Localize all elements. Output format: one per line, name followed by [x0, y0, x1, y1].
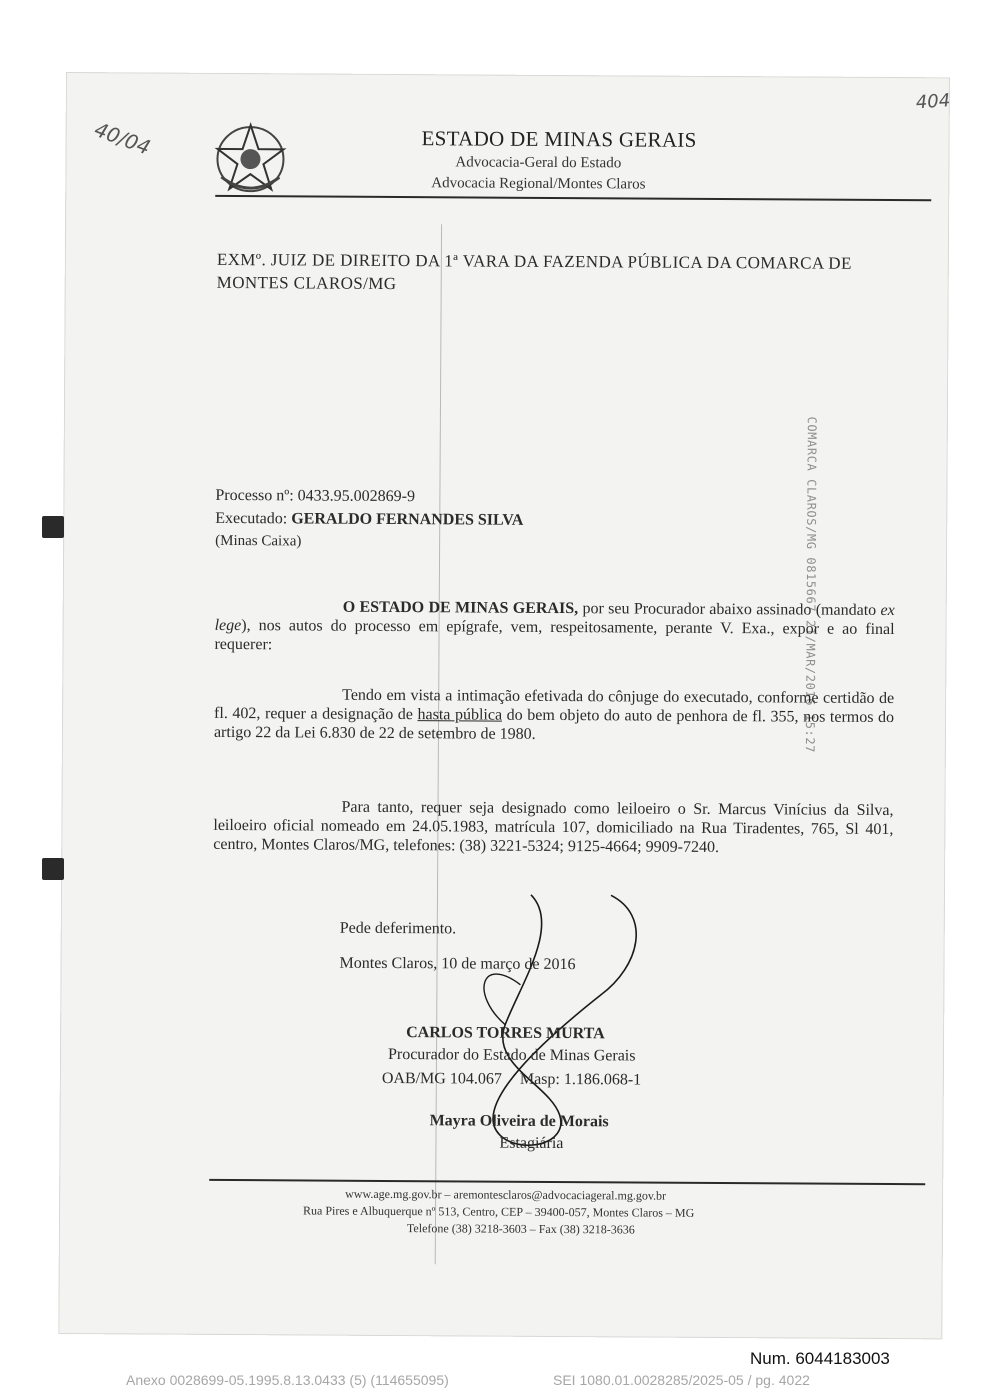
intro-text-b: ), nos autos do processo em epígrafe, vem, respeitosamente, perante V. Exa., expor e ao final requerer:	[214, 617, 895, 654]
addressee: EXMº. JUIZ DE DIREITO DA 1ª VARA DA FAZENDA PÚBLICA DA COMARCA DE MONTES CLAROS/MG	[216, 249, 852, 294]
punch-hole-mark	[42, 858, 64, 880]
paragraph-introduction	[214, 597, 894, 658]
closing-place-date: Montes Claros, 10 de março de 2016	[339, 954, 576, 974]
signer-masp: Masp: 1.186.068-1	[519, 1070, 642, 1089]
state-crest-icon	[211, 119, 289, 195]
header-rule	[215, 195, 931, 201]
paragraph-request	[214, 685, 894, 746]
signer-name: CARLOS TORRES MURTA	[406, 1024, 605, 1043]
executed-label: Executado:	[215, 509, 288, 528]
hasta-publica: hasta pública	[417, 706, 503, 724]
signer-role: Procurador do Estado de Minas Gerais	[387, 1045, 636, 1065]
protocol-stamp: COMARCA CLAROS/MG 0815667 21/MAR/2016 15:27	[802, 416, 819, 754]
intro-italic: ex lege	[214, 601, 895, 635]
signer-registration	[382, 1070, 641, 1090]
request-text-b: do bem objeto do auto de penhora de fl. 355, nos termos do artigo 22 da Lei 6.830 de 22 de setembro de 1980.	[213, 706, 895, 743]
document-number: Num. 6044183003	[750, 1349, 890, 1368]
auctioneer-text: Para tanto, requer seja designado como leiloeiro o Sr. Marcus Vinícius da Silva, leiloeiro oficial nomeado em 24.05.1983, matrícula 107, domiciliado na Rua Tiradentes, 765, Sl 401, centro, Montes Claros/MG, telefones: (38) 3221-5324; 9125-4664; 9909-7240.	[213, 798, 894, 857]
annex-reference: Anexo 0028699-05.1995.8.13.0433 (5) (114655095)	[126, 1372, 449, 1388]
state-name: O ESTADO DE MINAS GERAIS,	[342, 598, 579, 618]
footer-phone: Telefone (38) 3218-3603 – Fax (38) 3218-3636	[406, 1221, 635, 1237]
footer-website-email: www.age.mg.gov.br – aremontesclaros@advocaciageral.mg.gov.br	[345, 1186, 667, 1203]
process-number: 0433.95.002869-9	[297, 487, 416, 506]
handwritten-note-left: 40/04	[91, 117, 154, 160]
intern-name: Mayra Oliveira de Morais	[429, 1112, 609, 1131]
intern-role: Estagiária	[499, 1134, 564, 1153]
process-label: Processo nº:	[215, 486, 294, 505]
document-page	[58, 72, 950, 1339]
executed-line	[215, 510, 523, 530]
handwritten-page-number: 404	[915, 90, 951, 114]
header-subtitle-regional: Advocacia Regional/Montes Claros	[431, 175, 646, 193]
closing-request: Pede deferimento.	[339, 919, 457, 938]
footer-rule	[209, 1179, 925, 1185]
executed-name: GERALDO FERNANDES SILVA	[291, 510, 524, 529]
header-title: ESTADO DE MINAS GERAIS	[421, 126, 697, 152]
sei-reference: SEI 1080.01.0028285/2025-05 / pg. 4022	[553, 1372, 810, 1388]
header-subtitle-agency: Advocacia-Geral do Estado	[455, 154, 622, 172]
footer-address: Rua Pires e Albuquerque nº 513, Centro, CEP – 39400-057, Montes Claros – MG	[303, 1203, 695, 1220]
punch-hole-mark	[42, 516, 64, 538]
request-text-a: Tendo em vista a intimação efetivada do cônjuge do executado, conforme certidão de fl. 402, requer a designação de	[214, 686, 895, 724]
intro-text-a: por seu Procurador abaixo assinado (mandato	[578, 600, 881, 619]
process-number-line	[215, 487, 415, 506]
signer-oab: OAB/MG 104.067	[381, 1069, 502, 1088]
executed-note: (Minas Caixa)	[215, 532, 302, 550]
